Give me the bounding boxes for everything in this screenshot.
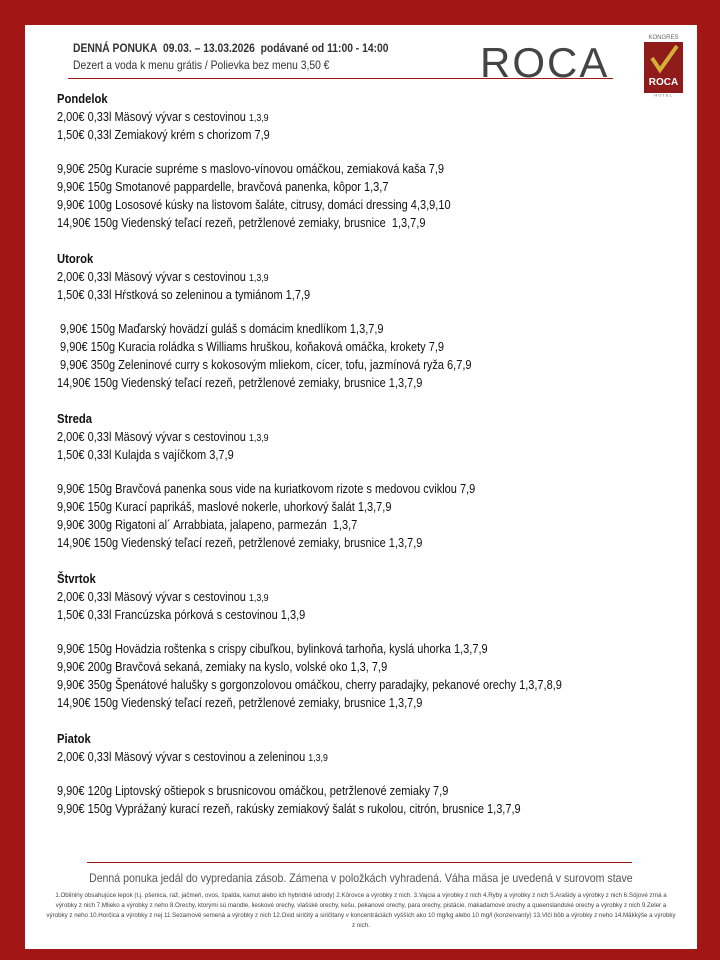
main-dish-item: 9,90€ 100g Lososové kúsky na listovom šaláte, citrusy, domáci dressing 4,3,9,10 [57,198,451,212]
daily-menu [57,90,677,818]
main-dish-item: 9,90€ 300g Rigatoni al´ Arrabbiata, jalapeno, parmezán 1,3,7 [57,518,358,532]
day-section [57,570,677,712]
soup-item [57,268,603,286]
soup-text: 1,50€ 0,33l Hŕstková so zeleninou a tymiánom 1,7,9 [57,288,311,302]
main-dish-item: 9,90€ 120g Liptovský oštiepok s brusnicovou omáčkou, petržlenové zemiaky 7,9 [57,784,449,798]
header-served: podávané od 11:00 - 14:00 [260,41,389,55]
section-spacer [57,304,677,320]
header-title-line [73,41,388,55]
section-spacer [57,766,677,782]
day-title: Pondelok [57,92,108,106]
day-section [57,410,677,552]
soup-item [57,126,603,144]
soup-item [57,428,603,446]
main-dish-item: 9,90€ 250g Kuracie supréme s maslovo-vínovou omáčkou, zemiaková kaša 7,9 [57,162,445,176]
day-spacer [57,712,677,730]
soup-allergens: 1,3,9 [248,593,269,604]
main-dish-item: 9,90€ 200g Bravčová sekaná, zemiaky na kyslo, volské oko 1,3, 7,9 [57,660,388,674]
soup-allergens: 1,3,9 [308,753,328,764]
menu-page [25,25,697,949]
main-dish-item: 9,90€ 150g Kurací paprikáš, maslové nokerle, uhorkový šalát 1,3,7,9 [57,500,392,514]
soup-item [57,286,603,304]
section-spacer [57,144,677,160]
main-dish-item: 9,90€ 350g Špenátové halušky s gorgonzolovou omáčkou, cherry paradajky, pekanové orechy 1,3,7,8,9 [57,678,562,692]
main-dish-item: 9,90€ 150g Hovädzia roštenka s crispy cibuľkou, bylinková tarhoňa, kyslá uhorka 1,3,7,9 [57,642,488,656]
day-title: Piatok [57,732,91,746]
day-title: Streda [57,412,93,426]
day-spacer [57,232,677,250]
main-dish-item: 14,90€ 150g Viedenský teľací rezeň, petržlenové zemiaky, brusnice 1,3,7,9 [57,216,426,230]
soup-text: 1,50€ 0,33l Francúzska pórková s cestovinou 1,3,9 [57,608,306,622]
header-dates: 09.03. – 13.03.2026 [163,41,255,55]
main-dish-item: 9,90€ 150g Vyprážaný kurací rezeň, rakúsky zemiakový šalát s rukolou, citrón, brusnice 1,3,7,9 [57,802,521,816]
brand-wordmark: ROCA [480,39,610,86]
main-dish-item: 14,90€ 150g Viedenský teľací rezeň, petržlenové zemiaky, brusnice 1,3,7,9 [57,536,423,550]
section-spacer [57,464,677,480]
main-dish-item: 9,90€ 150g Bravčová panenka sous vide na kuriatkovom rizote s medovou cviklou 7,9 [57,482,476,496]
logo-mid-text: ROCA [648,77,679,88]
soup-text: 2,00€ 0,33l Mäsový vývar s cestovinou [57,430,249,444]
soup-allergens: 1,3,9 [248,113,269,124]
soup-item [57,606,603,624]
soup-item [57,588,603,606]
day-title: Štvrtok [57,572,96,586]
soup-text: 1,50€ 0,33l Zemiakový krém s chorizom 7,9 [57,128,270,142]
soup-item [57,748,603,766]
allergen-legend: 1.Obilniny obsahujúce lepok (t.j. pšenica, raž, jačmeň, ovos, špalda, kamut alebo ich hybridné odrody) 2.Kôrovce a výrobky z nich. 3.Vajcia a výrobky z nich 4.Ryby a výrobky z nich 5.Arašidy a výrobky z nich 6.Sójové zrná a výrobky z nich 7.Mlieko a výrobky z neho 8.Orechy, ktorými sú mandle, lieskové orechy, vlašské orechy, kešu, pekanové orechy, para orechy, pistácie, makadamové orechy a queenslandské orechy a výrobky z nich 9.Zeler a výrobky z neho 10.Horčica a výrobky z nej 11.Sezamové semená a výrobky z nich 12.Oxid siričitý a siričitany v koncentráciách vyšších ako 10 mg/kg alebo 10 mg/l (konzervanty) 13.Vlčí bôb a výrobky z neho 14.Mäkkýše a výrobky z nich. [46,892,676,929]
soup-allergens: 1,3,9 [248,433,269,444]
day-section [57,250,677,392]
day-title: Utorok [57,252,94,266]
header-subtitle: Dezert a voda k menu grátis / Polievka bez menu 3,50 € [73,58,330,72]
soup-text: 2,00€ 0,33l Mäsový vývar s cestovinou a zeleninou [57,750,309,764]
logo-top-text: KONGRES [648,35,679,41]
day-spacer [57,392,677,410]
footer-note-text: Denná ponuka jedál do vypredania zásob. Zámena v položkách vyhradená. Váha mäsa je uvedená v surovom stave [89,871,633,885]
day-section [57,90,677,232]
soup-text: 1,50€ 0,33l Kulajda s vajíčkom 3,7,9 [57,448,234,462]
main-dish-item: 9,90€ 150g Smotanové pappardelle, bravčová panenka, kôpor 1,3,7 [57,180,389,194]
day-section [57,730,677,818]
main-dish-item: 9,90€ 150g Kuracia roládka s Williams hruškou, koňaková omáčka, krokety 7,9 [57,340,445,354]
footer-note [25,871,697,885]
section-spacer [57,624,677,640]
main-dish-item: 14,90€ 150g Viedenský teľací rezeň, petržlenové zemiaky, brusnice 1,3,7,9 [57,376,423,390]
soup-item [57,108,603,126]
header-title: DENNÁ PONUKA [73,41,158,55]
soup-allergens: 1,3,9 [248,273,269,284]
day-spacer [57,552,677,570]
main-dish-item: 9,90€ 150g Maďarský hovädzí guláš s domácim knedlíkom 1,3,7,9 [57,322,384,336]
soup-text: 2,00€ 0,33l Mäsový vývar s cestovinou [57,270,249,284]
logo-bottom-text: HOTEL [654,92,673,98]
soup-text: 2,00€ 0,33l Mäsový vývar s cestovinou [57,110,249,124]
main-dish-item: 14,90€ 150g Viedenský teľací rezeň, petržlenové zemiaky, brusnice 1,3,7,9 [57,696,423,710]
soup-text: 2,00€ 0,33l Mäsový vývar s cestovinou [57,590,249,604]
footer-divider [87,862,632,863]
hotel-logo [640,32,687,98]
main-dish-item: 9,90€ 350g Zeleninové curry s kokosovým mliekom, cícer, tofu, jazmínová ryža 6,7,9 [57,358,472,372]
soup-item [57,446,603,464]
